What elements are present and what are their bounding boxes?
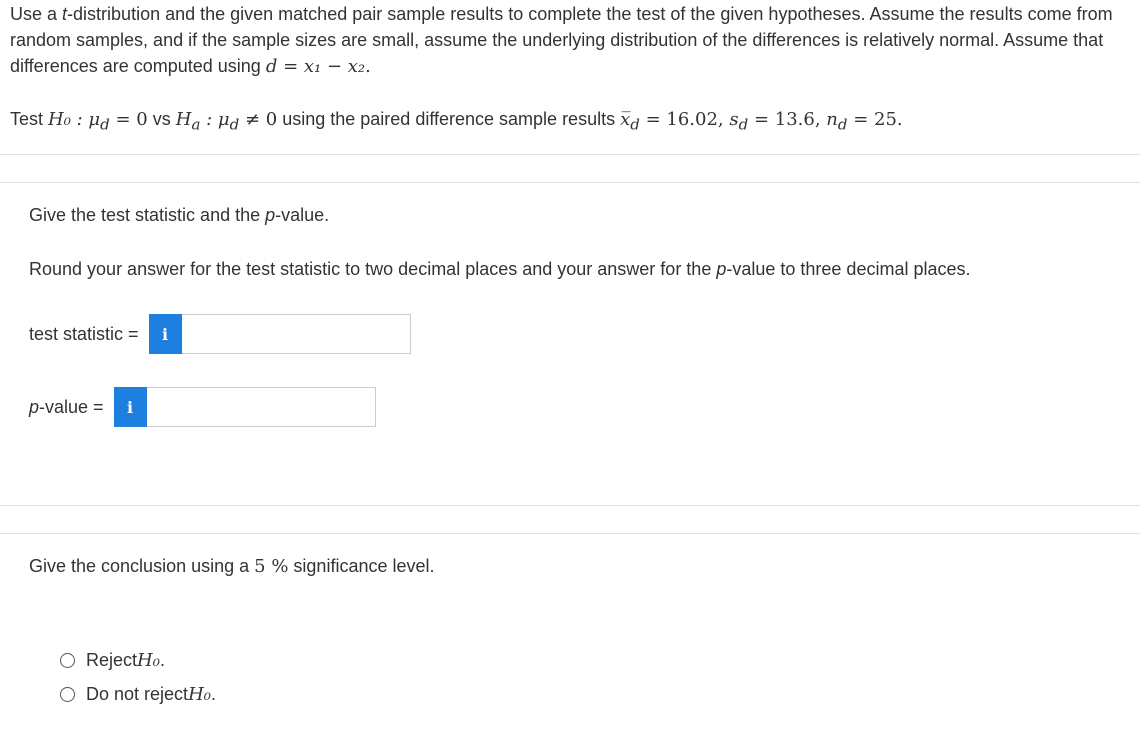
option-label: Reject xyxy=(86,650,138,670)
option-h0: H₀ xyxy=(137,650,160,671)
s-sub: d xyxy=(738,115,749,134)
option-end: . xyxy=(210,684,216,704)
n-value: = 25. xyxy=(847,109,903,130)
option-h0: H₀ xyxy=(188,684,211,705)
test-word: Test xyxy=(10,109,49,129)
xbar-sub: d xyxy=(630,115,640,134)
vs-word: vs xyxy=(147,109,176,129)
option-end: . xyxy=(159,650,165,670)
hypothesis-line xyxy=(10,106,903,138)
null-sub: d xyxy=(100,115,110,134)
divider xyxy=(0,154,1140,155)
radio-button[interactable] xyxy=(60,687,75,702)
intro-t: t xyxy=(62,4,68,24)
null-hypothesis: H₀ : μ xyxy=(48,109,101,130)
title-text-end: -value. xyxy=(275,205,330,225)
using-text: using the paired difference sample results xyxy=(277,109,621,129)
n-sub: d xyxy=(837,115,848,134)
test-statistic-input[interactable] xyxy=(182,314,411,354)
p-value-label-p: p xyxy=(29,396,40,417)
info-icon[interactable]: i xyxy=(114,387,147,427)
intro-text: Use a xyxy=(10,4,63,24)
alt-mu-sub: d xyxy=(229,115,240,134)
title-text: Give the test statistic and the xyxy=(29,205,266,225)
n-symbol: n xyxy=(826,109,838,130)
title-p: p xyxy=(265,205,276,225)
section-title-test-statistic xyxy=(29,205,329,226)
s-symbol: s xyxy=(729,109,739,130)
p-value-input[interactable] xyxy=(147,387,376,427)
p-value-label xyxy=(29,397,104,418)
alt-hypothesis: H xyxy=(175,109,192,130)
divider xyxy=(0,182,1140,183)
xbar-symbol: x̅ xyxy=(620,109,631,130)
p-value-label-text: -value = xyxy=(39,396,104,417)
test-statistic-row xyxy=(29,314,411,354)
conclusion-text-end: significance level. xyxy=(288,556,435,576)
option-label: Do not reject xyxy=(86,684,189,704)
p-value-row xyxy=(29,387,376,427)
xbar-value: = 16.02, xyxy=(639,109,730,130)
problem-intro xyxy=(10,1,1125,80)
divider xyxy=(0,505,1140,506)
alt-value: ≠ 0 xyxy=(239,109,278,130)
intro-text-2: -distribution and the given matched pair sample results to complete the test of the given hypotheses. Assume the results come from random samples, and if the sample sizes are small, assume the underlying distribution of the differences is relatively normal. Assume that differences are computed using xyxy=(10,4,1113,76)
reject-h0-option[interactable] xyxy=(60,650,165,671)
instruction-text-end: -value to three decimal places. xyxy=(726,259,971,279)
instruction-text: Round your answer for the test statistic to two decimal places and your answer for the xyxy=(29,259,717,279)
instruction-p: p xyxy=(716,259,727,279)
difference-formula: d = x₁ − x₂. xyxy=(265,56,371,77)
rounding-instruction xyxy=(29,259,970,280)
s-value: = 13.6, xyxy=(748,109,827,130)
conclusion-title xyxy=(29,556,435,577)
radio-button[interactable] xyxy=(60,653,75,668)
test-statistic-label: test statistic = xyxy=(29,323,139,344)
significance-level: 5 % xyxy=(254,556,289,577)
alt-sub: a xyxy=(191,115,201,134)
divider xyxy=(0,533,1140,534)
do-not-reject-h0-option[interactable] xyxy=(60,684,216,705)
alt-mu: : μ xyxy=(200,109,230,130)
null-value: = 0 xyxy=(109,109,148,130)
conclusion-text: Give the conclusion using a xyxy=(29,556,255,576)
info-icon[interactable]: i xyxy=(149,314,182,354)
